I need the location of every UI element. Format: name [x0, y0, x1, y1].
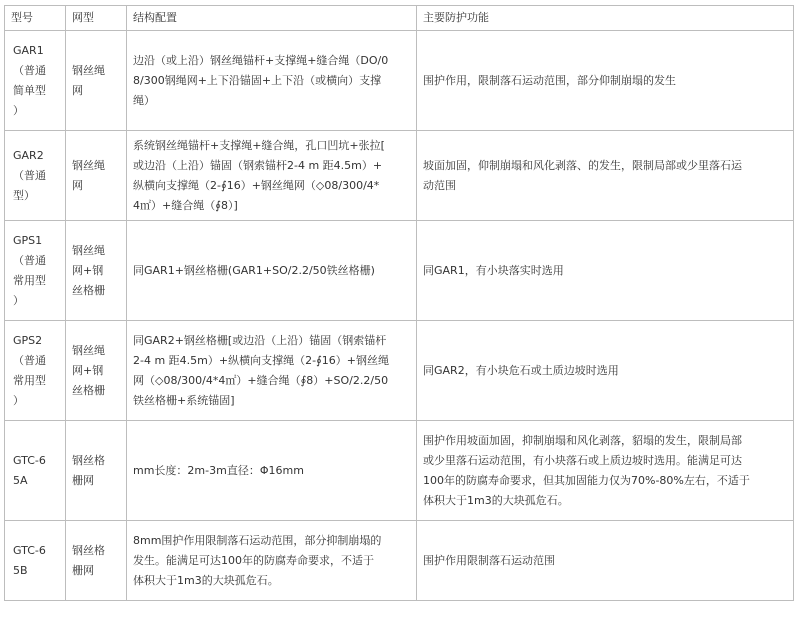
model-cell-line: （普通: [13, 353, 46, 367]
net-type-cell: [66, 521, 127, 601]
function-cell-line: 或少里落石运动范围，有小块落石或上质边坡时选用。能满足可达: [423, 453, 742, 467]
net-type-cell: [66, 221, 127, 321]
function-cell: [417, 421, 794, 521]
model-cell-line: 型）: [13, 188, 35, 202]
net-type-cell-line: 网+钢: [72, 263, 104, 277]
header-function: 主要防护功能: [417, 6, 794, 31]
model-cell: [5, 221, 66, 321]
spec-table: [4, 5, 794, 601]
net-type-cell-line: 钢丝绳: [72, 158, 105, 172]
structure-cell: [127, 31, 417, 131]
model-cell-line: ）: [13, 103, 24, 117]
structure-cell-line: 体积大于1m3的大块孤危石。: [133, 573, 279, 587]
function-cell-line: 动范围: [423, 178, 456, 192]
function-cell: [417, 31, 794, 131]
header-row: [5, 6, 794, 31]
net-type-cell: [66, 131, 127, 221]
net-type-cell: [66, 321, 127, 421]
table-row: [5, 421, 794, 521]
model-cell: [5, 321, 66, 421]
net-type-cell-line: 栅网: [72, 473, 94, 487]
model-cell-line: 常用型: [13, 373, 46, 387]
table-row: [5, 31, 794, 131]
model-cell-line: GTC-6: [13, 543, 46, 557]
structure-cell: [127, 221, 417, 321]
model-cell-line: GAR2: [13, 148, 44, 162]
structure-cell-line: 纵横向支撑绳（2-∮16）+钢丝绳网（◇08/300/4*: [133, 178, 380, 192]
function-cell: [417, 521, 794, 601]
model-cell-line: ）: [13, 393, 24, 407]
table-row: [5, 131, 794, 221]
structure-cell-line: 4㎡）+缝合绳（∮8）]: [133, 198, 238, 212]
model-cell-line: 简单型: [13, 83, 46, 97]
function-cell-line: 坡面加固，仰制崩塌和风化剥落、的发生，限制局部或少里落石运: [423, 158, 742, 172]
structure-cell-line: 8mm围护作用限制落石运动范围，部分抑制崩塌的: [133, 533, 382, 547]
model-cell-line: ）: [13, 293, 24, 307]
function-cell-line: 同GAR1，有小块落实时选用: [423, 263, 564, 277]
function-cell-line: 围护作用，限制落石运动范围，部分仰制崩塌的发生: [423, 73, 676, 87]
net-type-cell-line: 网+钢: [72, 363, 104, 377]
function-cell: [417, 321, 794, 421]
model-cell-line: 常用型: [13, 273, 46, 287]
structure-cell-line: 边沿（或上沿）钢丝绳锚杆+支撑绳+缝合绳（DO/0: [133, 53, 389, 67]
model-cell-line: （普通: [13, 253, 46, 267]
structure-cell: [127, 131, 417, 221]
table-row: [5, 221, 794, 321]
model-cell-line: GPS2: [13, 333, 43, 347]
header-structure: 结构配置: [127, 6, 417, 31]
net-type-cell-line: 栅网: [72, 563, 94, 577]
function-cell: [417, 131, 794, 221]
model-cell: [5, 131, 66, 221]
net-type-cell-line: 丝格栅: [72, 283, 105, 297]
structure-cell-line: 网（◇08/300/4*4㎡）+缝合绳（∮8）+SO/2.2/50: [133, 373, 389, 387]
function-cell: [417, 221, 794, 321]
net-type-cell: [66, 421, 127, 521]
model-cell-line: GTC-6: [13, 453, 46, 467]
header-model: 型号: [5, 6, 66, 31]
net-type-cell-line: 钢丝格: [72, 453, 105, 467]
model-cell: [5, 521, 66, 601]
structure-cell-line: 绳）: [133, 93, 155, 107]
structure-cell-line: 或边沿（上沿）锚固（钢索锚杆2-4 m 距4.5m）+: [133, 158, 383, 172]
net-type-cell-line: 网: [72, 83, 83, 97]
model-cell-line: 5A: [13, 473, 28, 487]
net-type-cell-line: 钢丝绳: [72, 343, 105, 357]
structure-cell: [127, 521, 417, 601]
net-type-cell-line: 钢丝格: [72, 543, 105, 557]
structure-cell-line: 8/300钢绳网+上下沿锚固+上下沿（或横向）支撑: [133, 73, 382, 87]
model-cell-line: （普通: [13, 168, 46, 182]
net-type-cell-line: 钢丝绳: [72, 243, 105, 257]
net-type-cell-line: 丝格栅: [72, 383, 105, 397]
structure-cell-line: 2-4 m 距4.5m）+纵横向支撑绳（2-∮16）+钢丝绳: [133, 353, 390, 367]
table-body: [5, 31, 794, 601]
model-cell-line: （普通: [13, 63, 46, 77]
structure-cell-line: 系统钢丝绳锚杆+支撑绳+缝合绳，孔口凹坑+张拉[: [133, 138, 385, 152]
function-cell-line: 同GAR2，有小块危石或土质边坡时选用: [423, 363, 619, 377]
structure-cell: [127, 321, 417, 421]
net-type-cell-line: 钢丝绳: [72, 63, 105, 77]
model-cell-line: GAR1: [13, 43, 44, 57]
function-cell-line: 围护作用坡面加固，抑制崩塌和风化剥落，貂塌的发生，限制局部: [423, 433, 742, 447]
structure-cell-line: 同GAR2+钢丝格栅[或边沿（上沿）锚固（钢索锚杆: [133, 333, 387, 347]
function-cell-line: 围护作用限制落石运动范围: [423, 553, 555, 567]
table-row: [5, 321, 794, 421]
structure-cell-line: 铁丝格栅+系统锚固]: [133, 393, 235, 407]
model-cell-line: 5B: [13, 563, 28, 577]
table-row: [5, 521, 794, 601]
model-cell: [5, 31, 66, 131]
model-cell-line: GPS1: [13, 233, 43, 247]
function-cell-line: 100年的防腐寿命要求，但其加固能力仅为70%-80%左右，不适于: [423, 473, 750, 487]
net-type-cell-line: 网: [72, 178, 83, 192]
structure-cell-line: mm长度：2m-3m直径：Φ16mm: [133, 463, 304, 477]
structure-cell: [127, 421, 417, 521]
structure-cell-line: 发生。能满足可达100年的防腐寿命要求，不适于: [133, 553, 374, 567]
net-type-cell: [66, 31, 127, 131]
model-cell: [5, 421, 66, 521]
header-net-type: 网型: [66, 6, 127, 31]
function-cell-line: 体积大于1m3的大块孤危石。: [423, 493, 569, 507]
structure-cell-line: 同GAR1+钢丝格栅(GAR1+SO/2.2/50铁丝格栅): [133, 263, 375, 277]
